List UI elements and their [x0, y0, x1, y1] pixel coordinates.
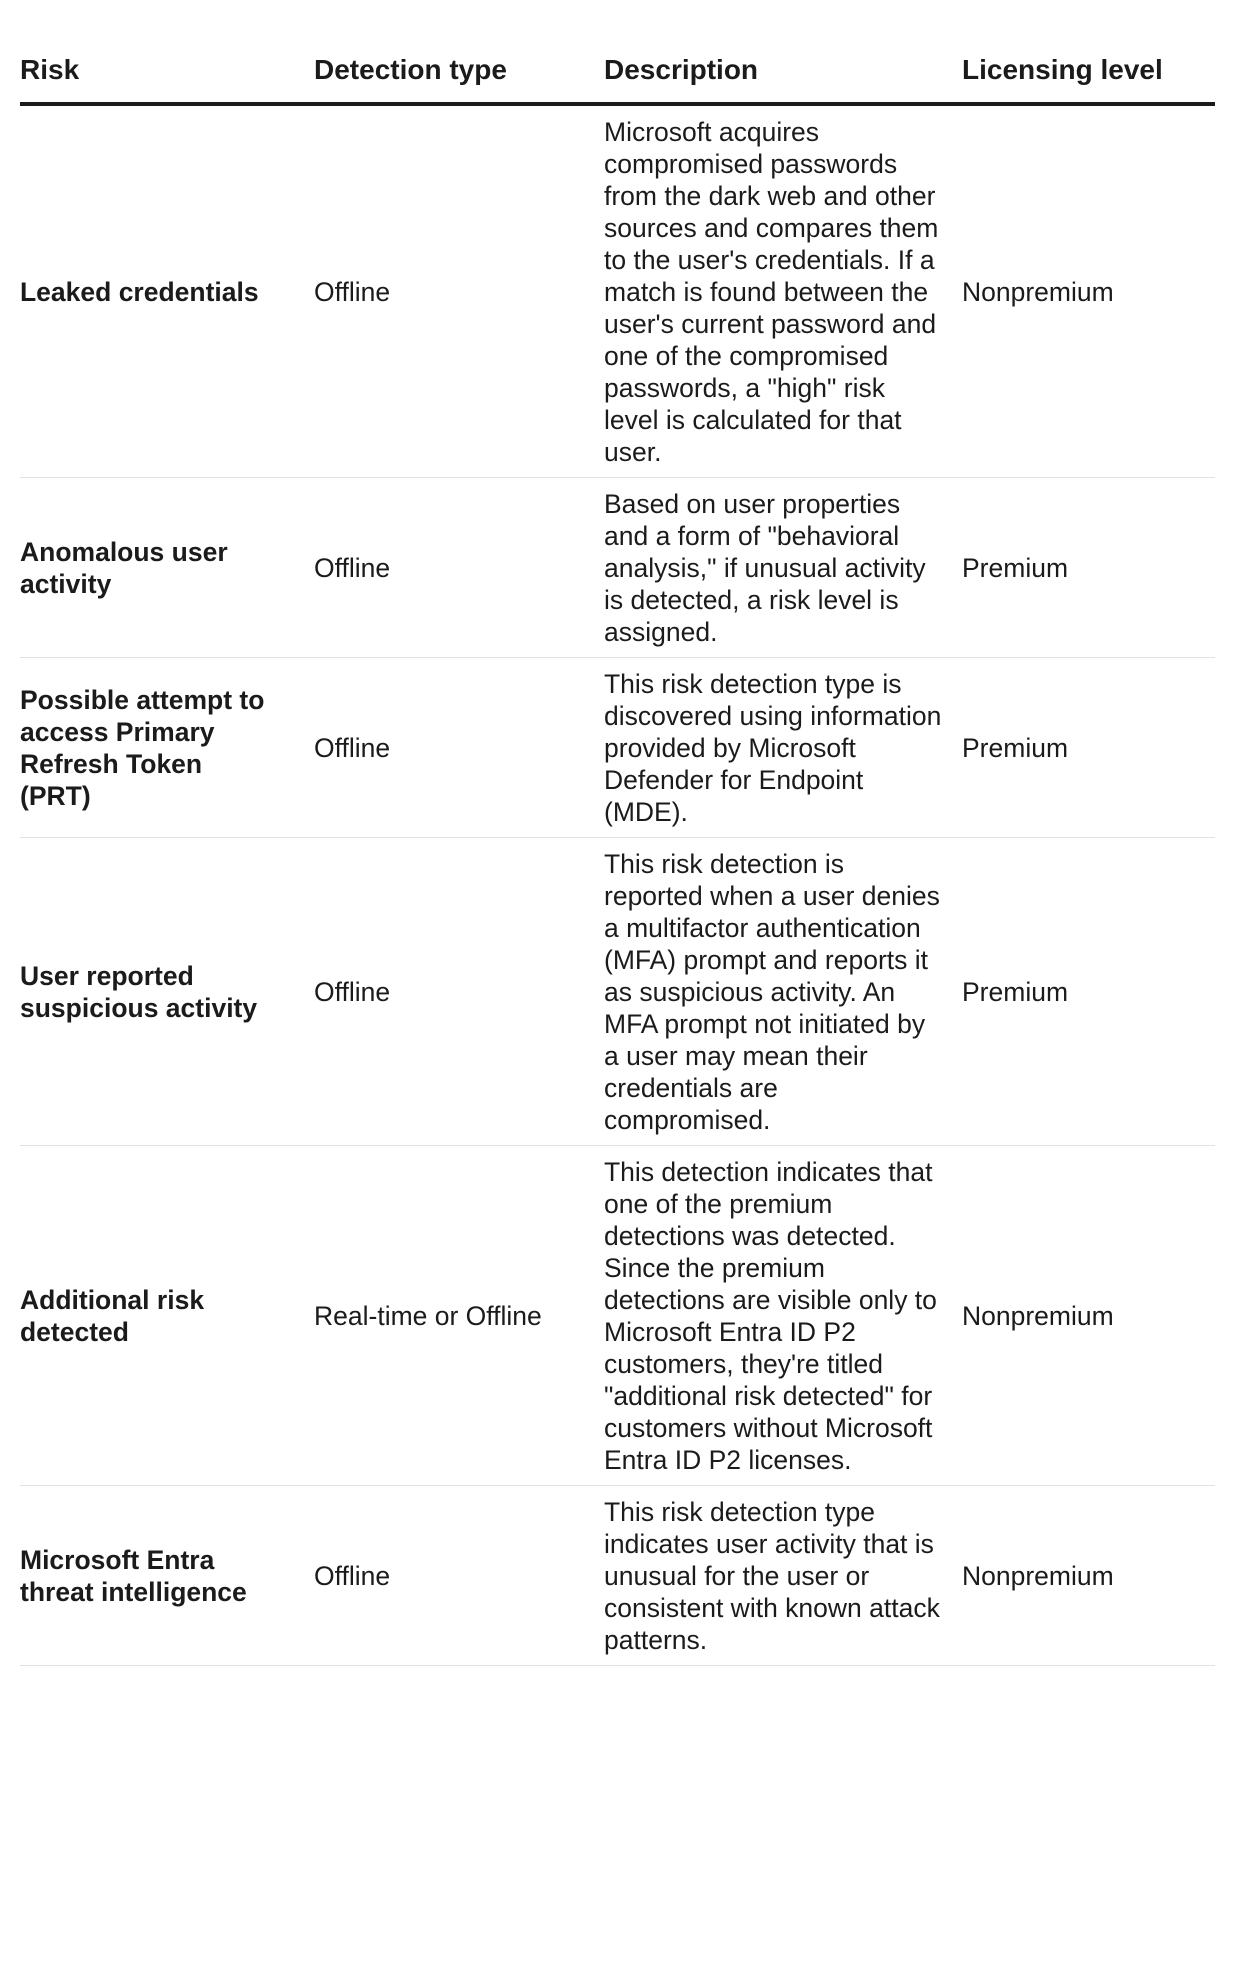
licensing-level: Nonpremium [962, 104, 1215, 478]
table-row [20, 838, 1215, 1146]
risk-name: User reported suspicious activity [20, 838, 314, 1146]
risk-description: This detection indicates that one of the premium detections was detected. Since the premium detections are visible only to Microsoft Entra ID P2 customers, they're titled "additional risk detected" for customers without Microsoft Entra ID P2 licenses. [604, 1146, 962, 1486]
risk-description: Microsoft acquires compromised passwords from the dark web and other sources and compares them to the user's credentials. If a match is found between the user's current password and one of the compromised passwords, a "high" risk level is calculated for that user. [604, 104, 962, 478]
table-row [20, 104, 1215, 478]
licensing-level: Nonpremium [962, 1146, 1215, 1486]
column-header-description: Description [604, 40, 962, 104]
detection-type: Offline [314, 478, 604, 658]
column-header-detection-type: Detection type [314, 40, 604, 104]
detection-type: Offline [314, 104, 604, 478]
table-row [20, 658, 1215, 838]
table-row [20, 1486, 1215, 1666]
column-header-licensing-level: Licensing level [962, 40, 1215, 104]
detection-type: Real-time or Offline [314, 1146, 604, 1486]
risk-name: Leaked credentials [20, 104, 314, 478]
table-header-row [20, 40, 1215, 104]
risk-name: Possible attempt to access Primary Refresh Token (PRT) [20, 658, 314, 838]
risk-description: Based on user properties and a form of "behavioral analysis," if unusual activity is detected, a risk level is assigned. [604, 478, 962, 658]
licensing-level: Nonpremium [962, 1486, 1215, 1666]
detection-type: Offline [314, 838, 604, 1146]
detection-type: Offline [314, 658, 604, 838]
table-row [20, 1146, 1215, 1486]
risk-detections-table [20, 40, 1215, 1666]
risk-description: This risk detection type indicates user activity that is unusual for the user or consistent with known attack patterns. [604, 1486, 962, 1666]
risk-name: Microsoft Entra threat intelligence [20, 1486, 314, 1666]
detection-type: Offline [314, 1486, 604, 1666]
licensing-level: Premium [962, 478, 1215, 658]
risk-detections-table-container [20, 40, 1215, 1666]
risk-description: This risk detection type is discovered using information provided by Microsoft Defender for Endpoint (MDE). [604, 658, 962, 838]
table-row [20, 478, 1215, 658]
risk-name: Additional risk detected [20, 1146, 314, 1486]
licensing-level: Premium [962, 838, 1215, 1146]
column-header-risk: Risk [20, 40, 314, 104]
risk-name: Anomalous user activity [20, 478, 314, 658]
licensing-level: Premium [962, 658, 1215, 838]
risk-description: This risk detection is reported when a user denies a multifactor authentication (MFA) prompt and reports it as suspicious activity. An MFA prompt not initiated by a user may mean their credentials are compromised. [604, 838, 962, 1146]
